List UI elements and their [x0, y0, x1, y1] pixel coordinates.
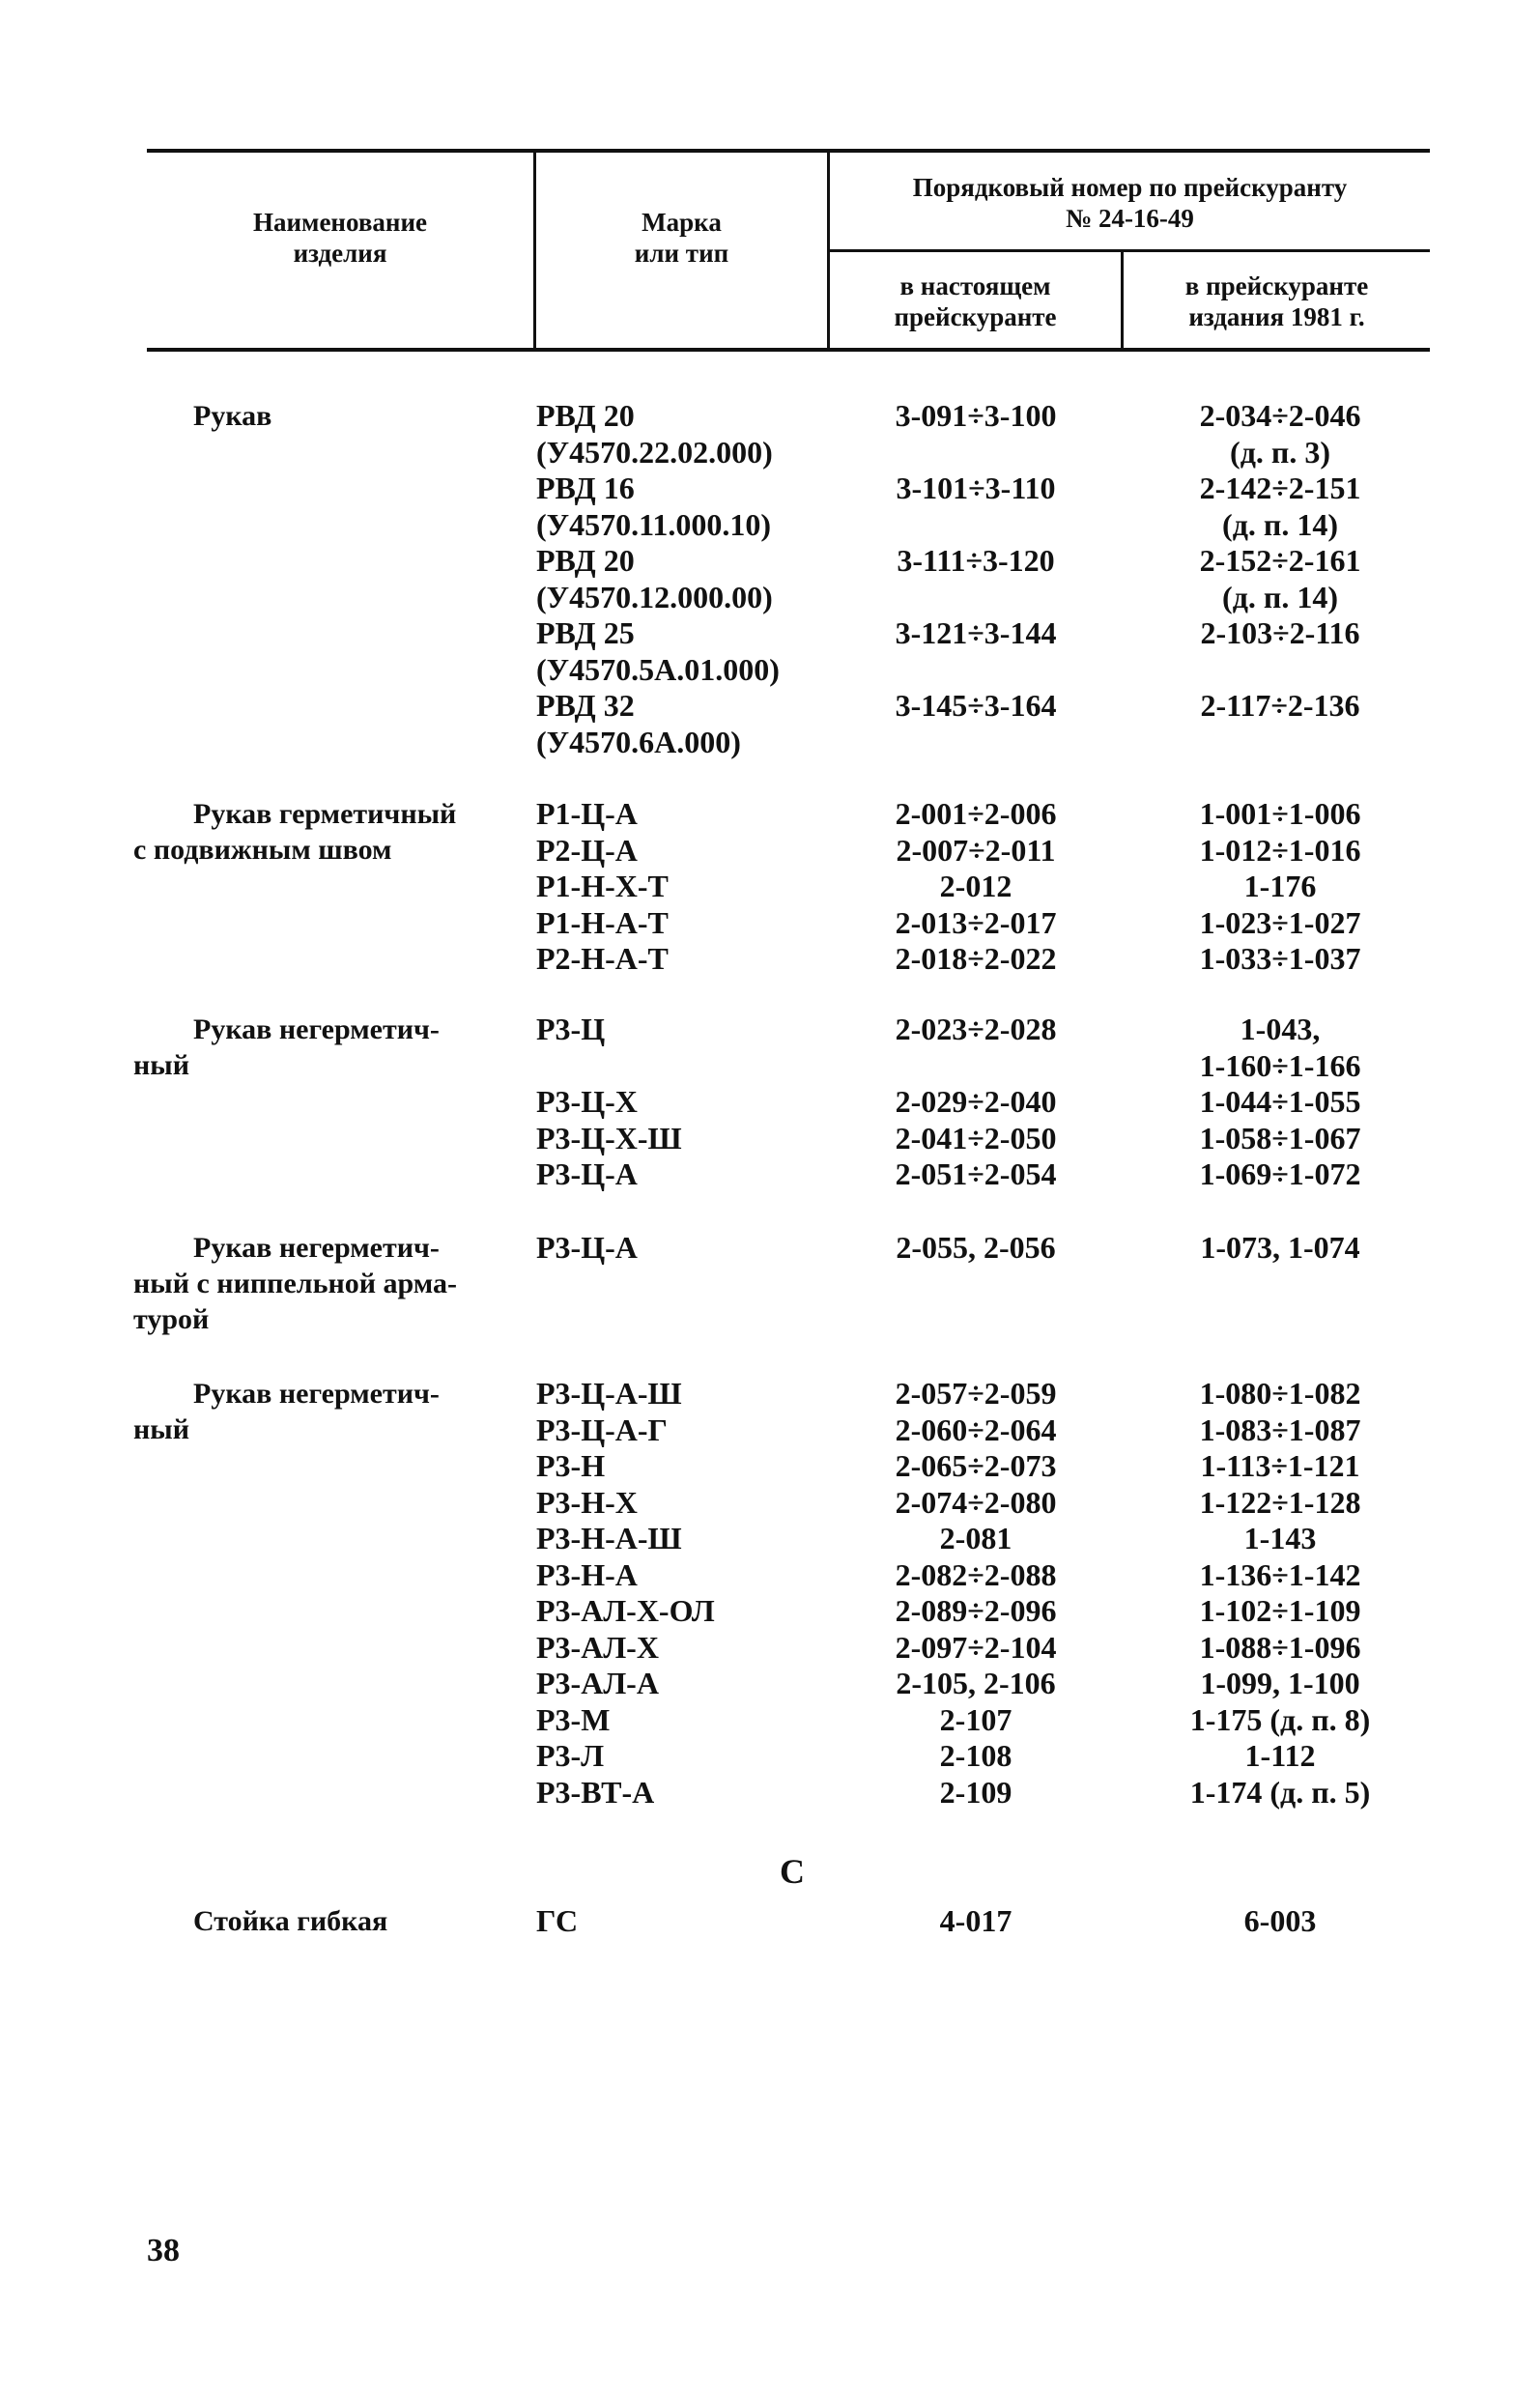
current-number-list: 2-055, 2-056 [896, 1230, 1056, 1265]
table-header [147, 149, 1430, 352]
product-name: Рукав негерметич- ный [133, 1378, 440, 1445]
header-edition-column: в прейскуранте издания 1981 г. [1184, 271, 1369, 331]
edition-number-list: 1-001÷1-006 1-012÷1-016 1-176 1-023÷1-027 1-033÷1-037 [1199, 796, 1361, 976]
current-number-list: 2-001÷2-006 2-007÷2-011 2-012 2-013÷2-017 2-018÷2-022 [895, 796, 1057, 976]
header-top-rule [147, 149, 1430, 153]
product-name: Рукав [193, 400, 272, 432]
current-number-list: 2-023÷2-028 2-029÷2-040 2-041÷2-050 2-051÷2-054 [895, 1012, 1057, 1191]
page-number: 38 [147, 2233, 180, 2268]
product-name: Рукав негерметич- ный с ниппельной арма- турой [133, 1232, 457, 1335]
header-mark-column: Марка или тип [634, 208, 729, 268]
mark-list: РВД 20 (У4570.22.02.000) РВД 16 (У4570.11.000.10) РВД 20 (У4570.12.000.00) РВД 25 (У4570.5А.01.000) РВД 32 (У4570.6А.000) [536, 398, 780, 759]
product-name: Рукав негерметич- ный [133, 1013, 440, 1081]
product-name: Рукав герметичный с подвижным швом [133, 798, 457, 866]
header-name-column: Наименование изделия [253, 208, 427, 268]
mark-list: Р3-Ц Р3-Ц-Х Р3-Ц-Х-Ш Р3-Ц-А [536, 1012, 682, 1191]
edition-number-list: 1-043, 1-160÷1-166 1-044÷1-055 1-058÷1-067 1-069÷1-072 [1199, 1012, 1361, 1191]
header-order-column: Порядковый номер по прейскуранту № 24-16-49 [912, 173, 1348, 233]
header-bottom-rule [147, 348, 1430, 352]
section-letter: С [780, 1852, 805, 1891]
edition-number-list: 2-034÷2-046 (д. п. 3) 2-142÷2-151 (д. п. 14) 2-152÷2-161 (д. п. 14) 2-103÷2-116 2-117÷2-136 [1199, 398, 1361, 723]
mark-list: Р3-Ц-А-Ш Р3-Ц-А-Г Р3-Н Р3-Н-Х Р3-Н-А-Ш Р3-Н-А Р3-АЛ-Х-ОЛ Р3-АЛ-Х Р3-АЛ-А Р3-М Р3-Л Р3-ВТ-А [536, 1376, 715, 1810]
mark-list: Р1-Ц-А Р2-Ц-А Р1-Н-Х-Т Р1-Н-А-Т Р2-Н-А-Т [536, 796, 669, 976]
edition-number-list: 6-003 [1243, 1903, 1317, 1938]
current-number-list: 3-091÷3-100 3-101÷3-110 3-111÷3-120 3-121÷3-144 3-145÷3-164 [895, 398, 1057, 723]
current-number-list: 4-017 [939, 1903, 1012, 1938]
edition-number-list: 1-073, 1-074 [1200, 1230, 1360, 1265]
product-name: Стойка гибкая [193, 1905, 388, 1937]
mark-list: Р3-Ц-А [536, 1230, 638, 1265]
header-current-column: в настоящем прейскуранте [894, 271, 1057, 331]
mark-list: ГС [536, 1903, 579, 1938]
current-number-list: 2-057÷2-059 2-060÷2-064 2-065÷2-073 2-074÷2-080 2-081 2-082÷2-088 2-089÷2-096 2-097÷2-104 2-105, 2-106 2-107 2-108 2-109 [895, 1376, 1057, 1810]
header-sub-rule [827, 249, 1430, 252]
edition-number-list: 1-080÷1-082 1-083÷1-087 1-113÷1-121 1-122÷1-128 1-143 1-136÷1-142 1-102÷1-109 1-088÷1-096 1-099, 1-100 1-175 (д. п. 8) 1-112 1-174 (д. п. 5) [1189, 1376, 1371, 1810]
